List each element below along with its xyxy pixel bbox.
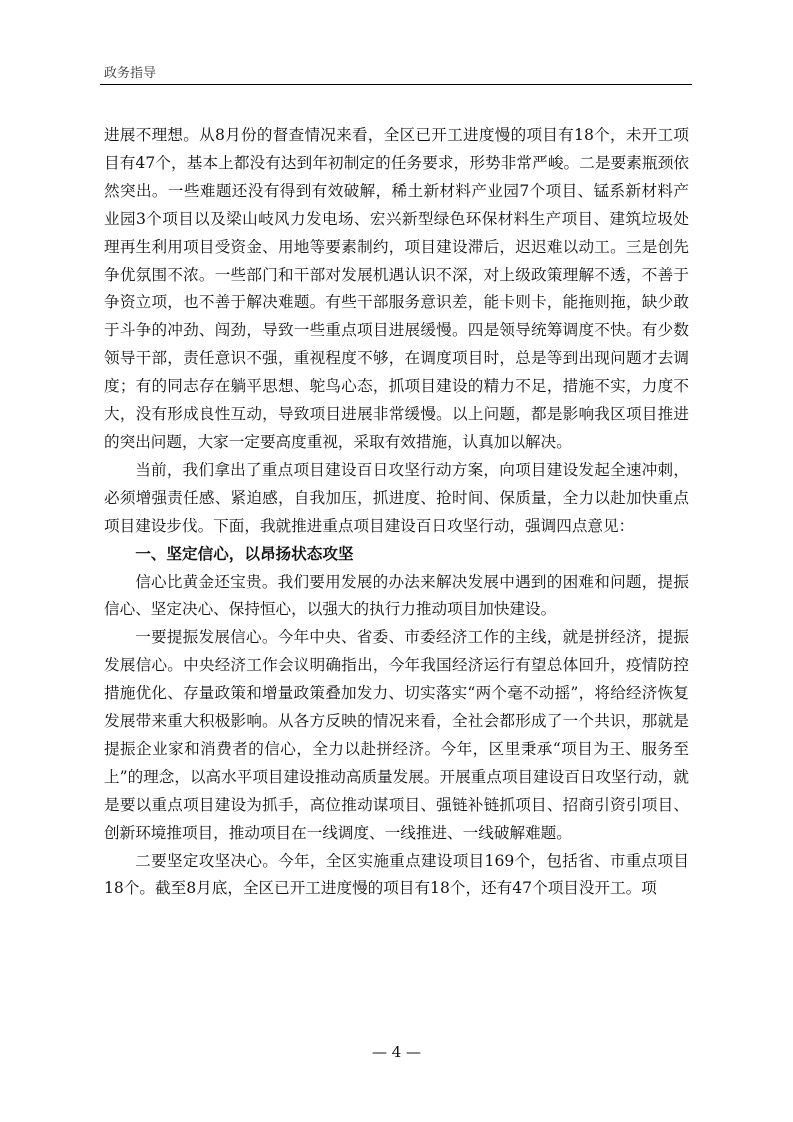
document-body: [104, 122, 689, 903]
running-header: 政务指导: [104, 66, 157, 81]
paragraph-boost-confidence: 一要提振发展信心。今年中央、省委、市委经济工作的主线，就是拼经济，提振发展信心。中央经济工作会议明确指出，今年我国经济运行有望总体回升，疫情防控措施优化、存量政策和增量政策叠加发力、切实落实“两个毫不动摇”，将给经济恢复发展带来重大积极影响。从各方反映的情况来看，全社会都形成了一个共识，那就是提振企业家和消费者的信心，全力以赴拼经济。今年，区里秉承“项目为王、服务至上”的理念，以高水平项目建设推动高质量发展。开展重点项目建设百日攻坚行动，就是要以重点项目建设为抓手，高位推动谋项目、强链补链抓项目、招商引资引项目、创新环境推项目，推动项目在一线调度、一线推进、一线破解难题。: [104, 628, 689, 842]
section-heading-1: 一、坚定信心，以昂扬状态攻坚: [135, 544, 354, 563]
paragraph-determination: 二要坚定攻坚决心。今年，全区实施重点建设项目169个，包括省、市重点项目18个。截至8月底，全区已开工进度慢的项目有18个，还有47个项目没开工。项: [104, 851, 689, 898]
page-number: — 4 —: [371, 1043, 422, 1061]
paragraph-confidence: 信心比黄金还宝贵。我们要用发展的办法来解决发展中遇到的困难和问题，提振信心、坚定决心、保持恒心，以强大的执行力推动项目加快建设。: [104, 572, 689, 619]
paragraph-problems: 进展不理想。从8月份的督查情况来看，全区已开工进度慢的项目有18个，未开工项目有47个，基本上都没有达到年初制定的任务要求，形势非常严峻。二是要素瓶颈依然突出。一些难题还没有得到有效破解，稀土新材料产业园7个项目、锰系新材料产业园3个项目以及梁山岐风力发电场、宏兴新型绿色环保材料生产项目、建筑垃圾处理再生利用项目受资金、用地等要素制约，项目建设滞后，迟迟难以动工。三是创先争优氛围不浓。一些部门和干部对发展机遇认识不深，对上级政策理解不透，不善于争资立项，也不善于解决难题。有些干部服务意识差，能卡则卡，能拖则拖，缺少敢于斗争的冲劲、闯劲，导致一些重点项目进展缓慢。四是领导统筹调度不快。有少数领导干部，责任意识不强，重视程度不够，在调度项目时，总是等到出现问题才去调度；有的同志存在躺平思想、鸵鸟心态，抓项目建设的精力不足，措施不实，力度不大，没有形成良性互动，导致项目进展非常缓慢。以上问题，都是影响我区项目推进的突出问题，大家一定要高度重视，采取有效措施，认真加以解决。: [104, 126, 689, 451]
paragraph-action-plan: 当前，我们拿出了重点项目建设百日攻坚行动方案，向项目建设发起全速冲刺，必须增强责任感、紧迫感，自我加压，抓进度、抢时间、保质量，全力以赴加快重点项目建设步伐。下面，我就推进重点项目建设百日攻坚行动，强调四点意见：: [104, 460, 689, 535]
header-divider: [100, 84, 692, 85]
